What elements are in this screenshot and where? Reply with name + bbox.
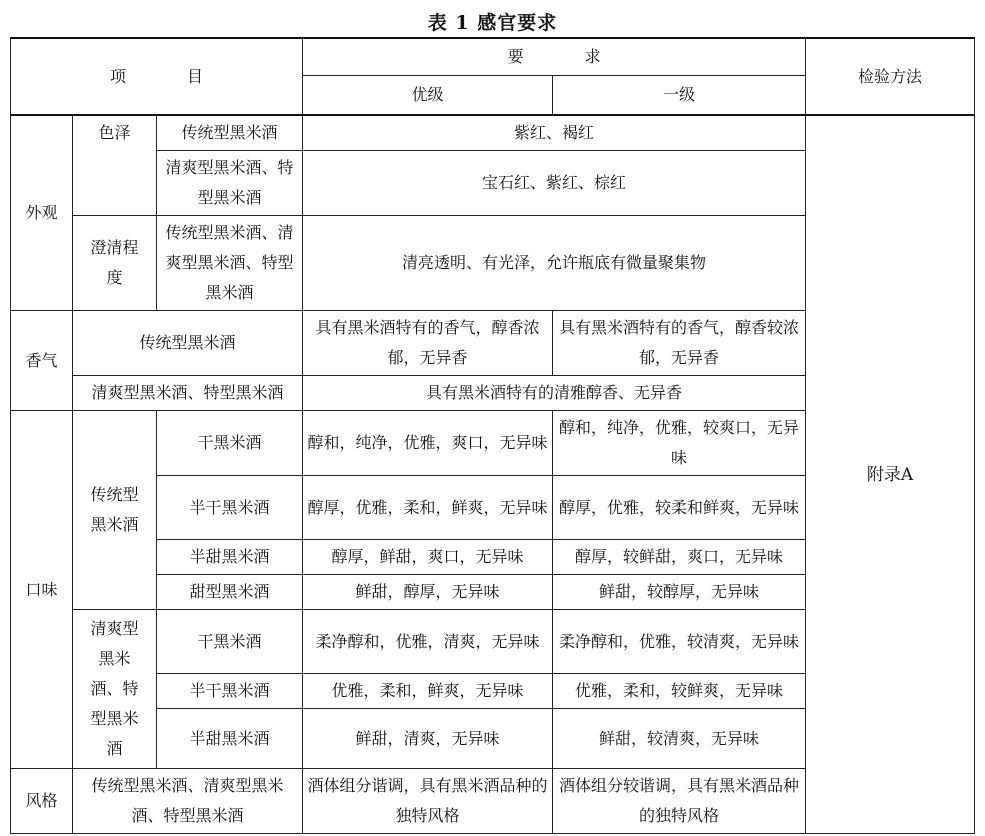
excellent-cell: 醇厚，鲜甜，爽口，无异味	[303, 540, 553, 575]
header-grade-excellent: 优级	[303, 76, 553, 116]
type-cell: 清爽型黑米酒、特型黑米酒	[73, 376, 303, 411]
excellent-cell: 柔净醇和，优雅，清爽，无异味	[303, 610, 553, 674]
sensory-requirements-table	[10, 37, 975, 834]
excellent-cell: 具有黑米酒特有的香气，醇香浓郁，无异香	[303, 311, 553, 376]
first-grade-cell: 柔净醇和，优雅，较清爽，无异味	[553, 610, 806, 674]
type-cell: 传统型黑米酒	[73, 311, 303, 376]
first-grade-cell: 鲜甜，较清爽，无异味	[553, 709, 806, 769]
excellent-cell: 酒体组分谐调，具有黑米酒品种的独特风格	[303, 769, 553, 834]
first-grade-cell: 醇和，纯净，优雅，较爽口，无异味	[553, 411, 806, 476]
type-cell: 甜型黑米酒	[157, 575, 303, 610]
excellent-cell: 醇和，纯净，优雅，爽口，无异味	[303, 411, 553, 476]
type-cell: 半干黑米酒	[157, 674, 303, 709]
type-cell: 干黑米酒	[157, 610, 303, 674]
excellent-cell: 醇厚，优雅，柔和，鲜爽，无异味	[303, 476, 553, 540]
method-cell: 附录A	[806, 115, 975, 834]
requirement-cell: 具有黑米酒特有的清雅醇香、无异香	[303, 376, 806, 411]
header-grade-first: 一级	[553, 76, 806, 116]
subcategory-clarity: 澄清程度	[73, 216, 157, 311]
type-cell: 半干黑米酒	[157, 476, 303, 540]
type-cell: 清爽型黑米酒、特型黑米酒	[157, 151, 303, 216]
type-cell: 半甜黑米酒	[157, 709, 303, 769]
requirement-cell: 宝石红、紫红、棕红	[303, 151, 806, 216]
category-aroma: 香气	[11, 311, 73, 411]
header-requirement: 要 求	[303, 38, 806, 76]
first-grade-cell: 鲜甜，较醇厚，无异味	[553, 575, 806, 610]
subcategory-color: 色泽	[73, 115, 157, 216]
type-cell: 干黑米酒	[157, 411, 303, 476]
excellent-cell: 优雅，柔和，鲜爽，无异味	[303, 674, 553, 709]
type-cell: 传统型黑米酒	[157, 115, 303, 151]
type-cell: 传统型黑米酒、清爽型黑米酒、特型黑米酒	[157, 216, 303, 311]
header-row-1	[11, 38, 975, 76]
category-taste: 口味	[11, 411, 73, 769]
excellent-cell: 鲜甜，醇厚，无异味	[303, 575, 553, 610]
excellent-cell: 鲜甜，清爽，无异味	[303, 709, 553, 769]
table-title: 表 1 感官要求	[427, 12, 558, 34]
requirement-cell: 紫红、褐红	[303, 115, 806, 151]
requirement-cell: 清亮透明、有光泽，允许瓶底有微量聚集物	[303, 216, 806, 311]
type-cell: 半甜黑米酒	[157, 540, 303, 575]
first-grade-cell: 酒体组分较谐调，具有黑米酒品种的独特风格	[553, 769, 806, 834]
first-grade-cell: 优雅，柔和，较鲜爽，无异味	[553, 674, 806, 709]
category-style: 风格	[11, 769, 73, 834]
subcategory-fresh: 清爽型黑米酒、特型黑米酒	[73, 610, 157, 769]
category-appearance: 外观	[11, 115, 73, 311]
first-grade-cell: 具有黑米酒特有的香气，醇香较浓郁，无异香	[553, 311, 806, 376]
type-cell: 传统型黑米酒、清爽型黑米酒、特型黑米酒	[73, 769, 303, 834]
first-grade-cell: 醇厚，较鲜甜，爽口，无异味	[553, 540, 806, 575]
first-grade-cell: 醇厚，优雅，较柔和鲜爽，无异味	[553, 476, 806, 540]
subcategory-traditional: 传统型黑米酒	[73, 411, 157, 610]
header-item: 项 目	[11, 38, 303, 115]
table-row	[11, 115, 975, 151]
header-method: 检验方法	[806, 38, 975, 115]
